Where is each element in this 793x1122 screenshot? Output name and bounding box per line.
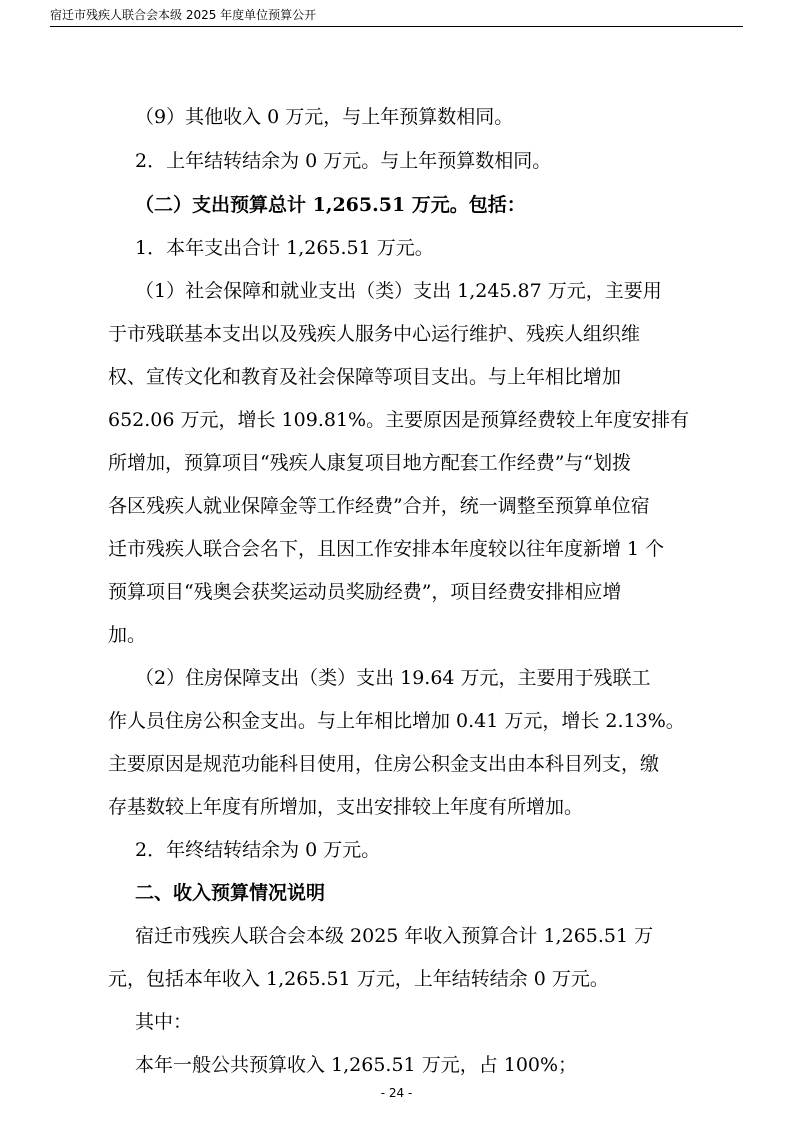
text-line: 其中： <box>135 1011 193 1033</box>
text-line: 2．上年结转结余为 0 万元。与上年预算数相同。 <box>135 150 552 172</box>
text-line: （1）社会保障和就业支出（类）支出 1,245.87 万元，主要用 <box>135 280 662 302</box>
text-line: 权、宣传文化和教育及社会保障等项目支出。与上年相比增加 <box>108 366 622 388</box>
section-heading: 二、收入预算情况说明 <box>135 882 326 904</box>
text-line: 迁市残疾人联合会名下，且因工作安排本年度较以往年度新增 1 个 <box>108 538 665 560</box>
text-line: 所增加，预算项目“残疾人康复项目地方配套工作经费”与“划拨 <box>108 452 632 474</box>
text-line: 本年一般公共预算收入 1,265.51 万元，占 100%； <box>135 1054 578 1076</box>
text-line: 存基数较上年度有所增加，支出安排较上年度有所增加。 <box>108 796 584 818</box>
text-line: 宿迁市残疾人联合会本级 2025 年收入预算合计 1,265.51 万 <box>135 925 654 947</box>
document-header: 宿迁市残疾人联合会本级 2025 年度单位预算公开 <box>50 8 317 22</box>
page-number: - 24 - <box>380 1086 413 1100</box>
text-line: 于市残联基本支出以及残疾人服务中心运行维护、残疾人组织维 <box>108 323 641 345</box>
text-line: 1．本年支出合计 1,265.51 万元。 <box>135 237 434 259</box>
text-line: 元，包括本年收入 1,265.51 万元，上年结转结余 0 万元。 <box>108 968 609 990</box>
text-line: 作人员住房公积金支出。与上年相比增加 0.41 万元，增长 2.13%。 <box>108 710 685 732</box>
text-line: 加。 <box>108 624 147 646</box>
text-line: 各区残疾人就业保障金等工作经费”合并，统一调整至预算单位宿 <box>108 495 650 517</box>
text-line: 2．年终结转结余为 0 万元。 <box>135 839 381 861</box>
text-line: （2）住房保障支出（类）支出 19.64 万元，主要用于残联工 <box>135 667 651 689</box>
header-rule <box>50 26 743 27</box>
text-line: （9）其他收入 0 万元，与上年预算数相同。 <box>135 106 514 128</box>
section-heading: （二）支出预算总计 1,265.51 万元。包括： <box>135 194 526 216</box>
text-line: 主要原因是规范功能科目使用，住房公积金支出由本科目列支，缴 <box>108 753 660 775</box>
text-line: 预算项目“残奥会获奖运动员奖励经费”，项目经费安排相应增 <box>108 581 622 603</box>
text-line: 652.06 万元，增长 109.81%。主要原因是预算经费较上年度安排有 <box>108 409 690 431</box>
